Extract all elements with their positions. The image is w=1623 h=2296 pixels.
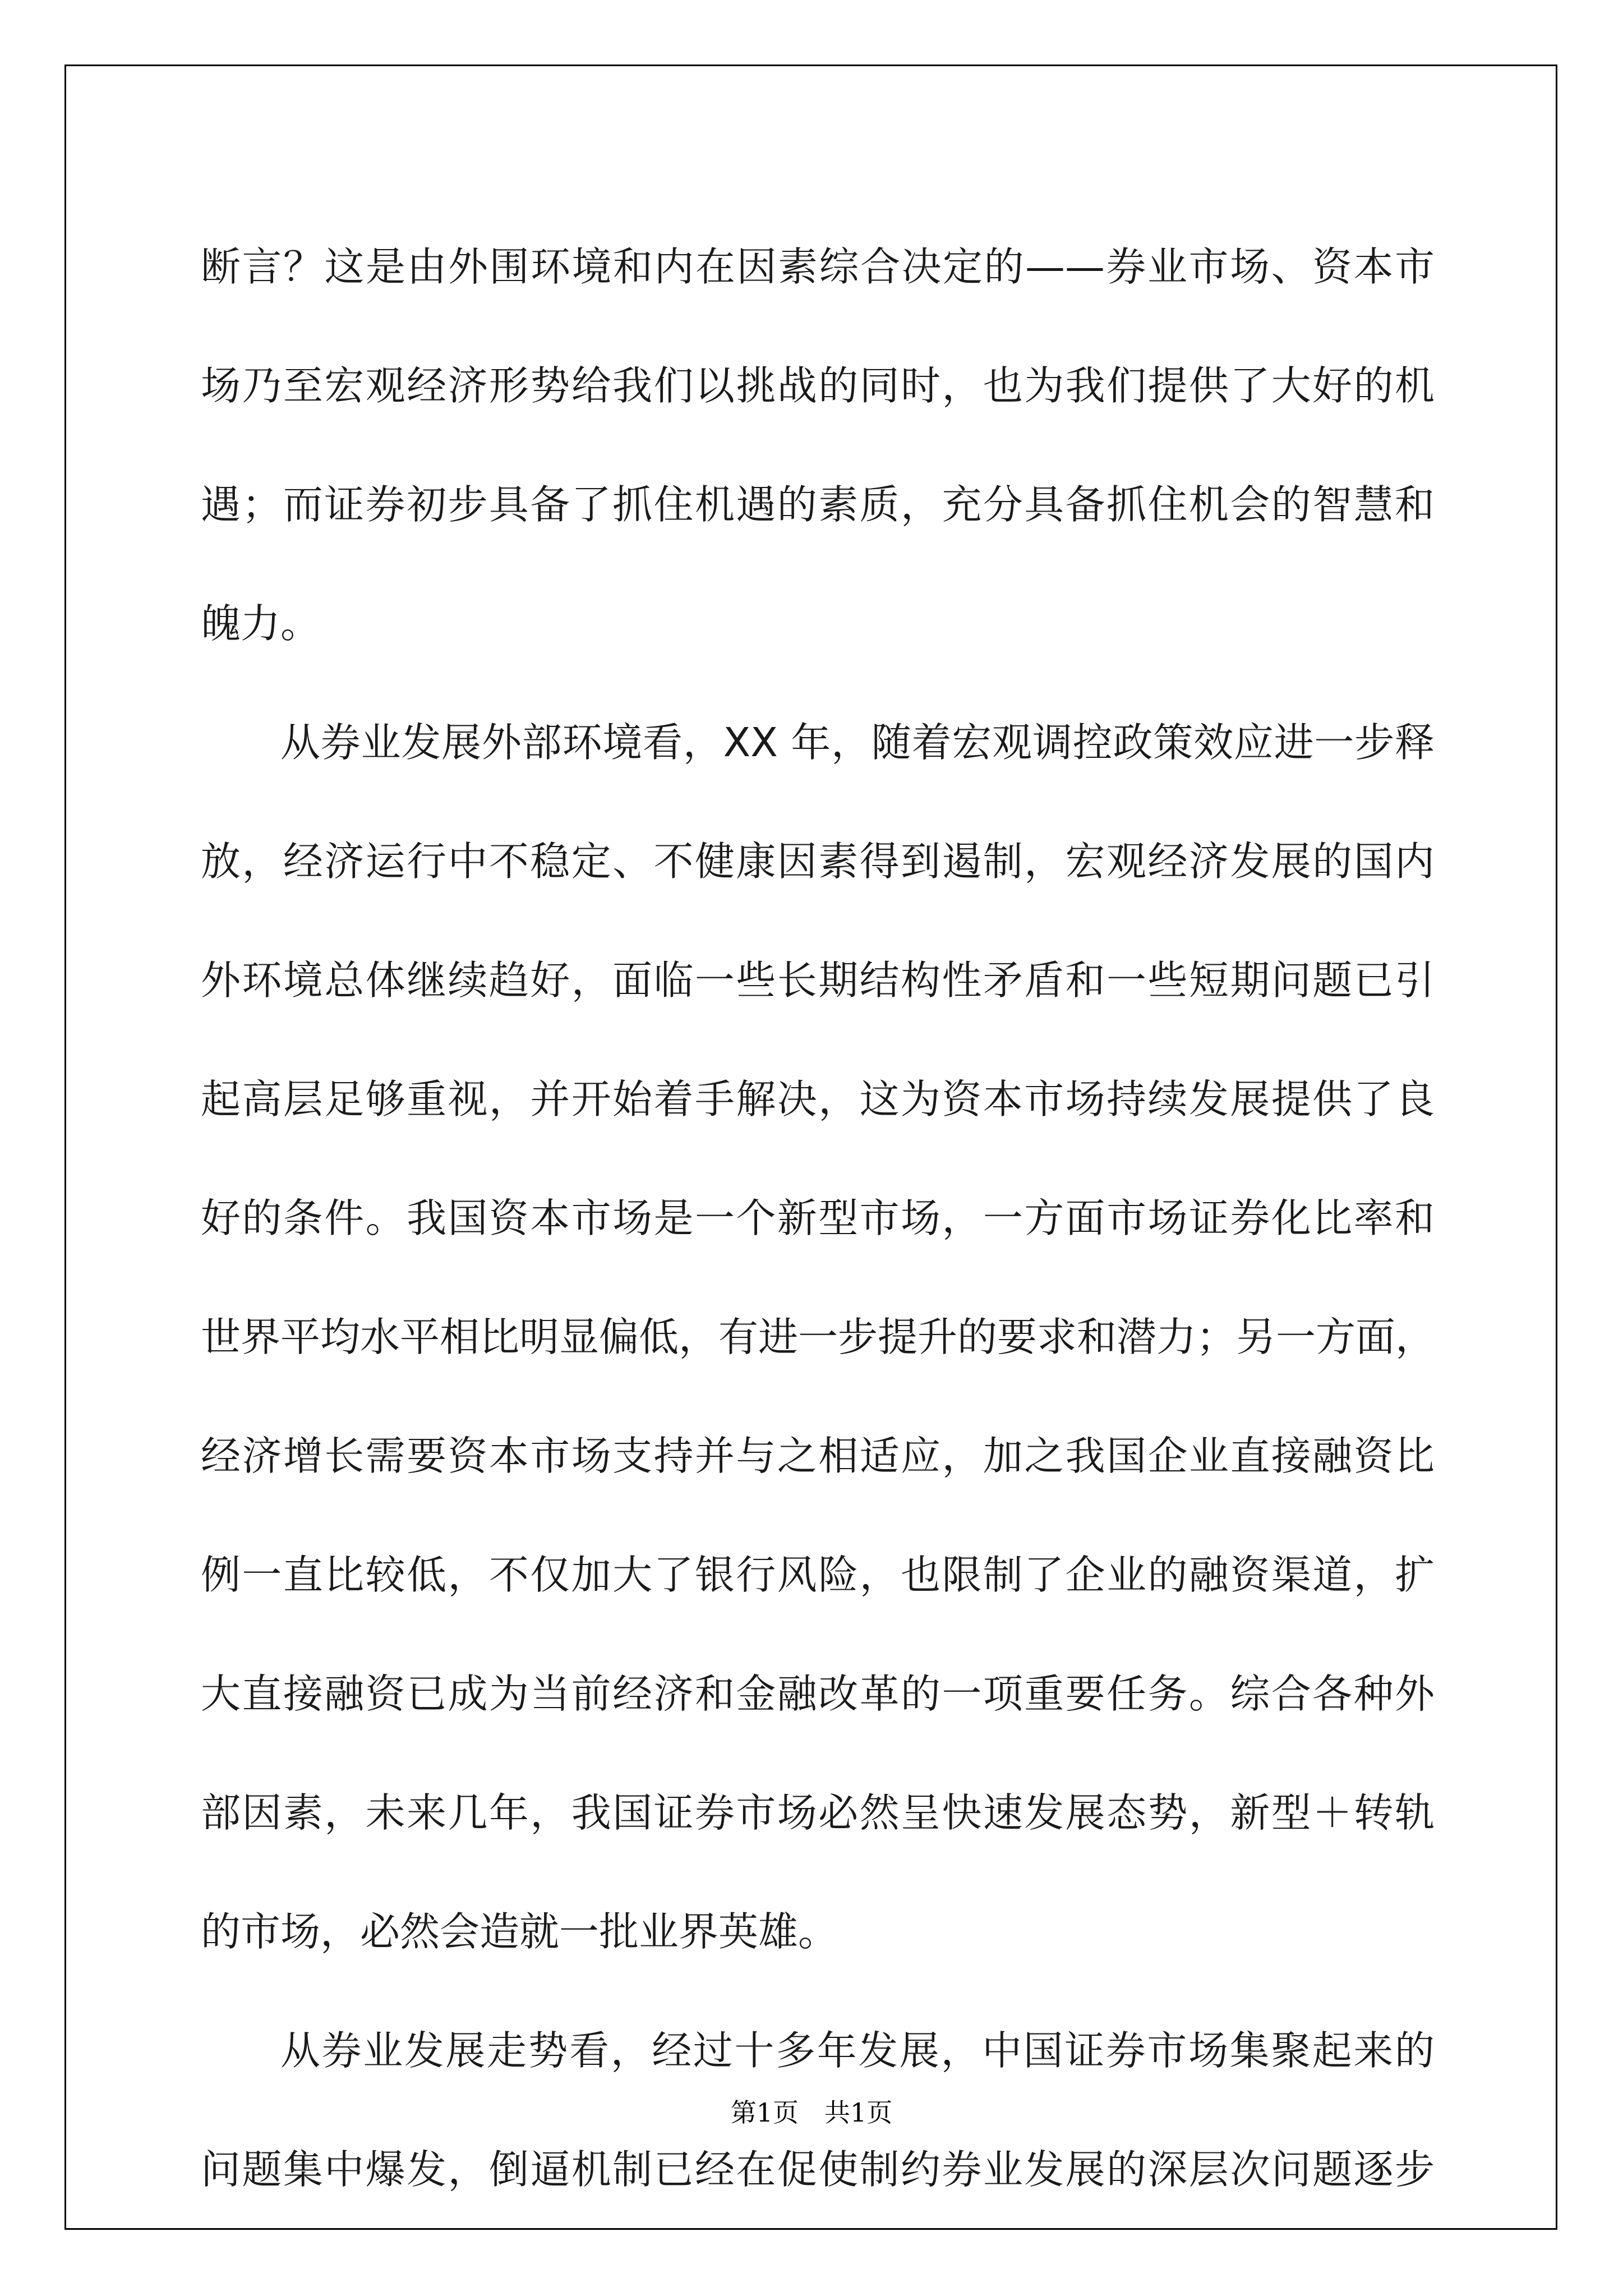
text-line: 放，经济运行中不稳定、不健康因素得到遏制，宏观经济发展的国内 bbox=[201, 838, 1435, 885]
text-line: 好的条件。我国资本市场是一个新型市场，一方面市场证券化比率和 bbox=[201, 1195, 1435, 1241]
page-footer: 第1页 共1页 bbox=[730, 2097, 893, 2128]
text-line: 问题集中爆发，倒逼机制已经在促使制约券业发展的深层次问题逐步 bbox=[201, 2146, 1435, 2193]
text-line: 起高层足够重视，并开始着手解决，这为资本市场持续发展提供了良 bbox=[201, 1076, 1435, 1122]
text-line: 从券业发展走势看，经过十多年发展，中国证券市场集聚起来的 bbox=[280, 2027, 1435, 2074]
text-line: 世界平均水平相比明显偏低，有进一步提升的要求和潜力；另一方面， bbox=[201, 1314, 1436, 1360]
text-line: 例一直比较低，不仅加大了银行风险，也限制了企业的融资渠道，扩 bbox=[201, 1552, 1435, 1598]
text-line: 的市场，必然会造就一批业界英雄。 bbox=[201, 1908, 838, 1955]
document-body bbox=[201, 208, 1435, 2229]
text-line: 外环境总体继续趋好，面临一些长期结构性矛盾和一些短期问题已引 bbox=[201, 957, 1435, 1004]
text-line: 经济增长需要资本市场支持并与之相适应，加之我国企业直接融资比 bbox=[201, 1433, 1435, 1479]
text-line: 断言？这是由外围环境和内在因素综合决定的——券业市场、资本市 bbox=[201, 243, 1435, 290]
text-line: 从券业发展外部环境看，XX 年，随着宏观调控政策效应进一步释 bbox=[280, 719, 1435, 766]
text-line: 场乃至宏观经济形势给我们以挑战的同时，也为我们提供了大好的机 bbox=[201, 362, 1435, 409]
text-line: 部因素，未来几年，我国证券市场必然呈快速发展态势，新型＋转轨 bbox=[201, 1789, 1435, 1836]
text-line: 大直接融资已成为当前经济和金融改革的一项重要任务。综合各种外 bbox=[201, 1671, 1435, 1717]
text-line: 魄力。 bbox=[201, 600, 321, 647]
text-line: 遇；而证券初步具备了抓住机遇的素质，充分具备抓住机会的智慧和 bbox=[201, 481, 1435, 528]
